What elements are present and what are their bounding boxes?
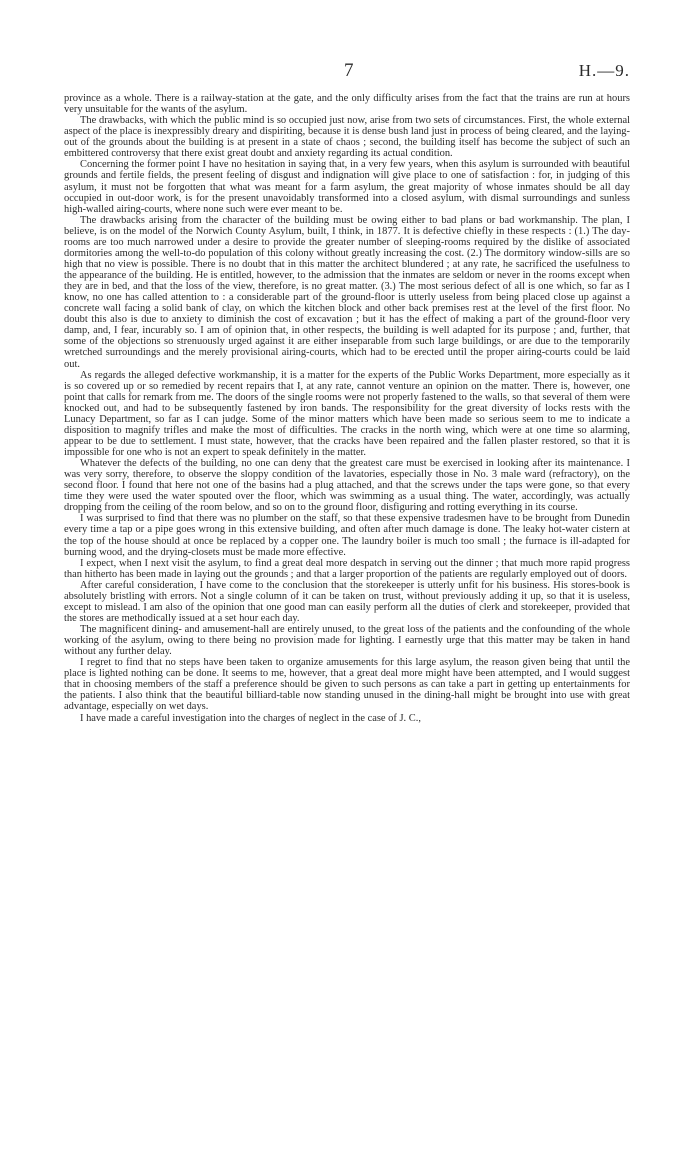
- page-number: 7: [344, 60, 355, 81]
- paragraph: The drawbacks arising from the character of the building must be owing either to bad plans or bad workmanship. The plan, I believe, is on the model of the Norwich County Asylum, built, I think, in 1877. It is defective chiefly in these respects : (1.) The day-rooms are too much narrowed under a desire to provide the greater number of sleeping-rooms required by the dislike of associated dormitories among the well-to-do population of this colony without greatly increasing the cost. (2.) The dormitory window-sills are so high that no view is possible. There is no doubt that in this matter the architect blundered ; at any rate, he sacrificed the usefulness to the appearance of the building. He is entitled, however, to the admission that the inmates are seldom or never in the rooms except when they are in bed, and that the loss of the view, therefore, is no great matter. (3.) The most serious defect of all is one which, so far as I know, no one has called attention to : a considerable part of the ground-floor is utterly useless from being placed close up against a concrete wall facing a solid bank of clay, on which the kitchen block and other back premises rest at the level of the first floor. No doubt this also is due to anxiety to diminish the cost of excavation ; but it has the effect of making a part of the ground-floor very damp, and, I fear, incurably so. I am of opinion that, in other respects, the building is well adapted for its purpose ; and, further, that some of the objections so strenuously urged against it are either inseparable from such large buildings, or are due to the temporarily wretched surroundings and the merely provisional airing-courts, which had to be erected until the proper airing-courts could be laid out.: [64, 214, 630, 370]
- paragraph: The drawbacks, with which the public mind is so occupied just now, arise from two sets of circumstances. First, the whole external aspect of the place is inexpressibly dreary and dispiriting, because it is dense bush land just in process of being cleared, and the laying-out of the grounds about the building is at present in a state of chaos ; second, the building itself has become the subject of such an embittered controversy that there exist great doubt and anxiety regarding its actual condition.: [64, 115, 630, 160]
- paragraph: The magnificent dining- and amusement-hall are entirely unused, to the great loss of the patients and the confounding of the whole working of the asylum, owing to there being no provision made for lighting. I earnestly urge that this matter may be taken in hand without any further delay.: [64, 624, 630, 658]
- paragraph: Whatever the defects of the building, no one can deny that the greatest care must be exercised in looking after its maintenance. I was very sorry, therefore, to observe the sloppy condition of the lavatories, especially those in No. 3 male ward (refractory), on the second floor. I found that here not one of the basins had a plug attached, and that the screws under the taps were gone, so that every time they were used the water spouted over the floor, which was swimming as a usual thing. The water, accordingly, was actually dropping from the ceiling of the room below, and so on to the ground floor, disfiguring and rotting everything in its course.: [64, 458, 630, 514]
- paragraph: I expect, when I next visit the asylum, to find a great deal more despatch in serving out the dinner ; that much more rapid progress than hitherto has been made in laying out the grounds ; and that a larger proportion of the patients are regularly employed out of doors.: [64, 557, 630, 580]
- paragraph: After careful consideration, I have come to the conclusion that the storekeeper is utterly unfit for his business. His stores-book is absolutely bristling with errors. Not a single column of it can be taken on trust, without previously adding it up, so that it is useless, except to mislead. I am also of the opinion that one good man can easily perform all the duties of clerk and storekeeper, provided that the stores are methodically issued at a set hour each day.: [64, 579, 630, 624]
- paragraph: I regret to find that no steps have been taken to organize amusements for this large asylum, the reason given being that until the place is lighted nothing can be done. It seems to me, however, that a great deal more might have been attempted, and I would suggest that in choosing members of the staff a preference should be given to such persons as can take a part in getting up entertainments for the patients. I also think that the beautiful billiard-table now standing unused in the dining-hall might be brought into use with great advantage, especially on wet days.: [64, 657, 630, 713]
- body-text: [64, 93, 630, 724]
- paragraph: province as a whole. There is a railway-station at the gate, and the only difficulty arises from the fact that the trains are run at hours very unsuitable for the wants of the asylum.: [64, 93, 630, 116]
- paragraph: Concerning the former point I have no hesitation in saying that, in a very few years, when this asylum is surrounded with beautiful grounds and fertile fields, the present feeling of disgust and indignation will give place to one of satisfaction : for, in judging of this asylum, it must not be forgotten that what was meant for a farm asylum, the great majority of whose inmates should be all day occupied in out-door work, is for the present unavoidably transformed into a closed asylum, with dismal surroundings and sunless high-walled airing-courts, where none such were ever meant to be.: [64, 159, 630, 215]
- page-header: [0, 60, 700, 90]
- paragraph: I was surprised to find that there was no plumber on the staff, so that these expensive tradesmen have to be brought from Dunedin every time a tap or a pipe goes wrong in this extensive building, and often after much damage is done. The leaky hot-water cistern at the top of the house should at once be replaced by a copper one. The laundry boiler is much too small ; the furnace is ill-adapted for burning wood, and the drying-closets must be made more effective.: [64, 513, 630, 558]
- document-reference: H.—9.: [578, 61, 630, 80]
- paragraph: As regards the alleged defective workmanship, it is a matter for the experts of the Public Works Department, more especially as it is so covered up or so remedied by recent repairs that I, at any rate, cannot venture an opinion on the matter. There is, however, one point that calls for remark from me. The doors of the single rooms were not properly fastened to the walls, so that several of them were knocked out, and had to be subsequently fastened by iron bands. The responsibility for the great diversity of locks rests with the Lunacy Department, so far as I can judge. Some of the minor matters which have been made so serious seem to me to indicate a disposition to magnify trifles and make the most of difficulties. The cracks in the north wing, which were at one time so alarming, appear to be due to settlement. I must state, however, that the cracks have been repaired and the fallen plaster restored, so that it is impossible for one who is not an expert to speak definitely in the matter.: [64, 369, 630, 458]
- paragraph: I have made a careful investigation into the charges of neglect in the case of J. C.,: [80, 712, 421, 724]
